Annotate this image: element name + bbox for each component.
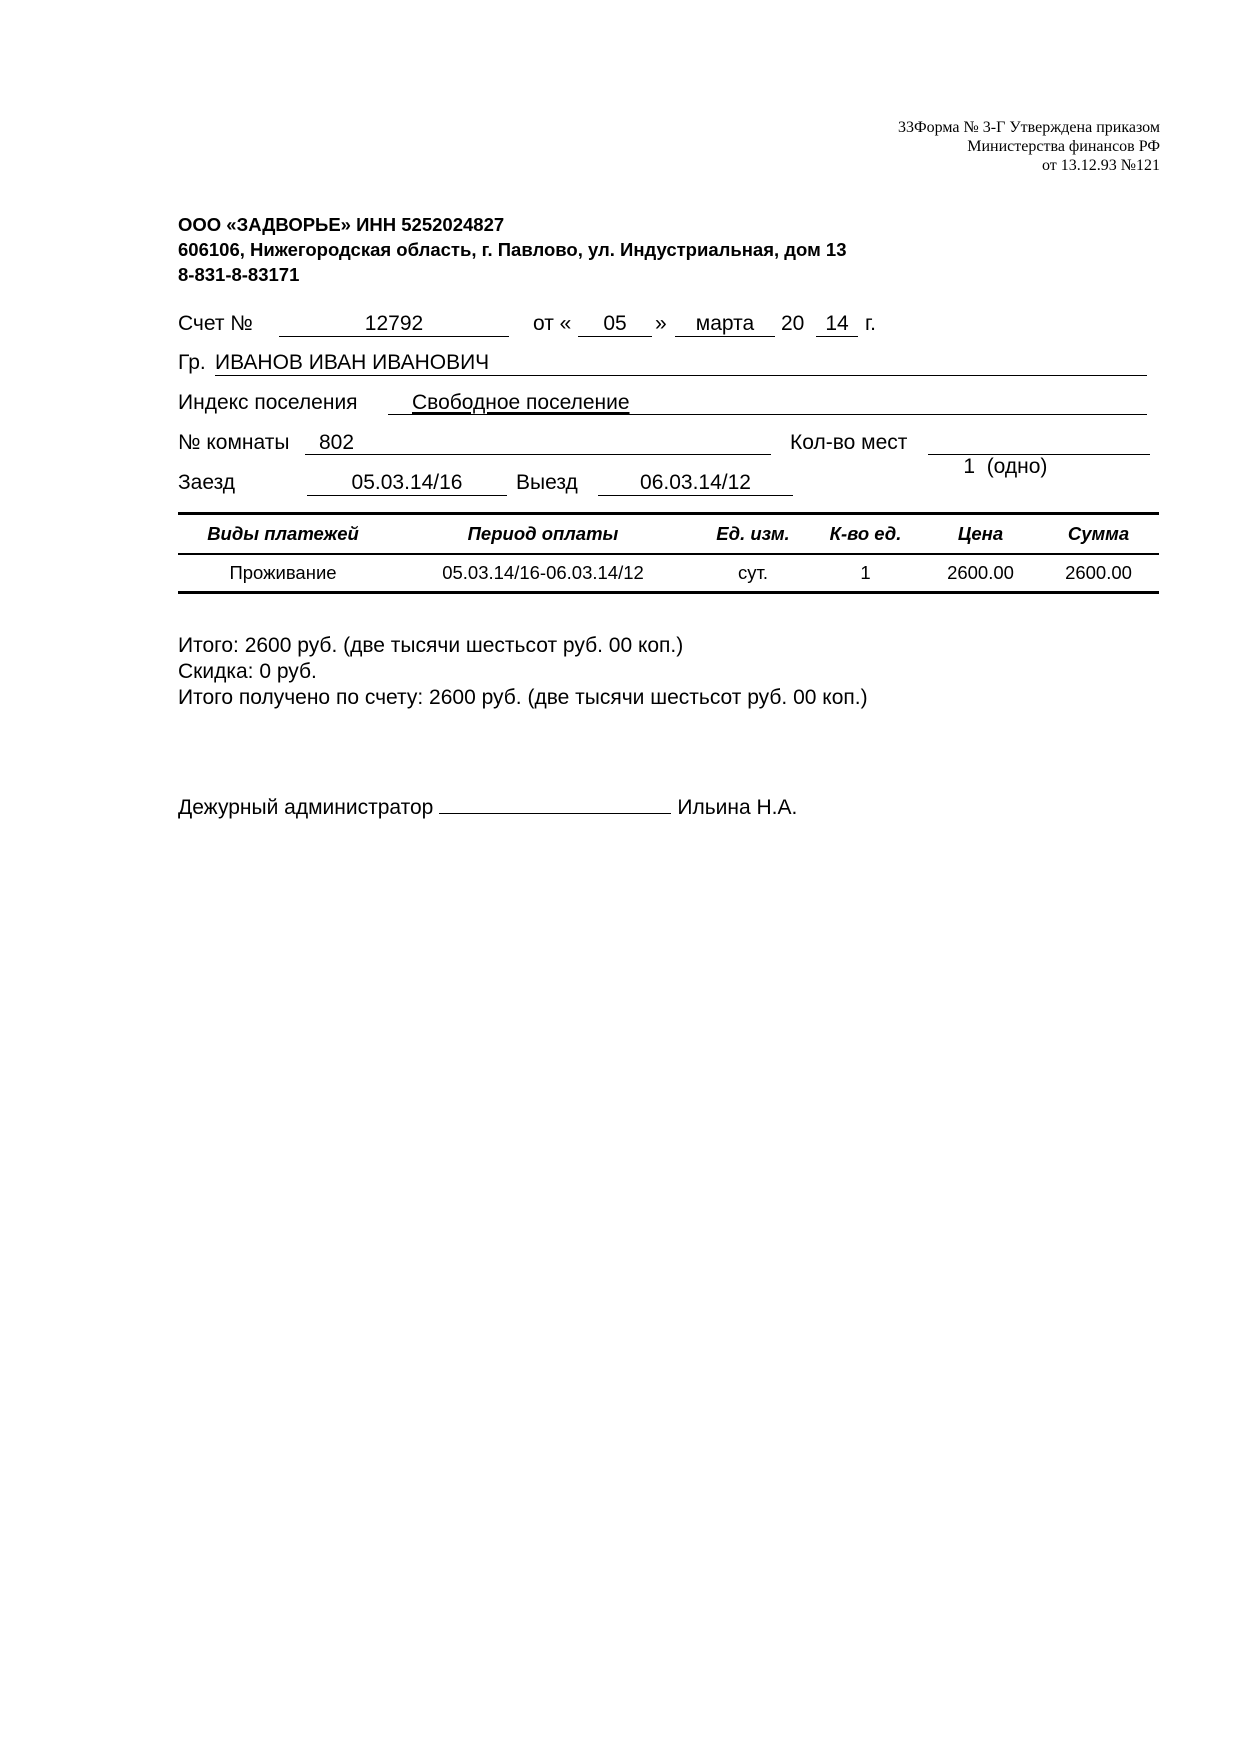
places-value: 1 (одно): [963, 455, 1048, 478]
invoice-day: 05: [603, 312, 627, 335]
table-row: [178, 554, 1159, 593]
received-line: Итого получено по счету: 2600 руб. (две тысячи шестьсот руб. 00 коп.): [178, 686, 868, 709]
table-cell: Проживание: [178, 554, 388, 593]
column-header: Период оплаты: [388, 514, 698, 555]
invoice-year-label: [865, 312, 876, 336]
checkin-value: 05.03.14/16: [351, 471, 463, 494]
checkin-label: Заезд: [178, 471, 236, 494]
invoice-label: Счет №: [178, 312, 253, 335]
signature-label: Дежурный администратор: [178, 796, 434, 819]
table-cell: 05.03.14/16-06.03.14/12: [388, 554, 698, 593]
invoice-from-label: от «: [533, 312, 572, 335]
settlement-label: Индекс поселения: [178, 391, 358, 414]
guest-label: Гр.: [178, 351, 206, 374]
column-header: Сумма: [1038, 514, 1159, 555]
settlement-field: [388, 391, 1147, 415]
invoice-close-quote: [655, 312, 667, 336]
org-name-inn: ООО «ЗАДВОРЬЕ» ИНН 5252024827: [178, 214, 505, 235]
column-header: К-во ед.: [808, 514, 923, 555]
room-value: 802: [319, 431, 355, 454]
invoice-number-field: [279, 312, 509, 337]
invoice-year-prefix: [781, 312, 804, 336]
table-cell: 1: [808, 554, 923, 593]
discount-line: Скидка: 0 руб.: [178, 660, 317, 683]
org-phone: 8-831-8-83171: [178, 264, 300, 285]
places-label: Кол-во мест: [790, 431, 908, 454]
totals-block: [178, 633, 868, 711]
table-cell: 2600.00: [923, 554, 1038, 593]
form-note-line: от 13.12.93 №121: [1041, 157, 1160, 174]
invoice-number: 12792: [364, 312, 424, 335]
form-note-line: Министерства финансов РФ: [967, 138, 1160, 155]
settlement-value: Свободное поселение: [412, 391, 630, 414]
guest-name: ИВАНОВ ИВАН ИВАНОВИЧ: [215, 351, 490, 374]
invoice-year-field: [816, 312, 858, 337]
checkout-label-row: [516, 471, 578, 495]
room-field: [305, 431, 771, 455]
column-header: Цена: [923, 514, 1038, 555]
invoice-day-field: [578, 312, 652, 337]
table-cell: 2600.00: [1038, 554, 1159, 593]
invoice-month: марта: [695, 312, 755, 335]
column-header: Ед. изм.: [698, 514, 808, 555]
org-address: 606106, Нижегородская область, г. Павлово, ул. Индустриальная, дом 13: [178, 239, 847, 260]
checkout-value: 06.03.14/12: [640, 471, 751, 494]
invoice-date-from: [533, 312, 571, 336]
room-row: [178, 431, 289, 455]
total-line: Итого: 2600 руб. (две тысячи шестьсот руб. 00 коп.): [178, 634, 684, 657]
places-label-row: [790, 431, 907, 455]
form-approval-note: [660, 118, 1160, 175]
invoice-month-field: [675, 312, 775, 337]
room-label: № комнаты: [178, 431, 290, 454]
checkout-label: Выезд: [516, 471, 578, 494]
organization-header: [178, 212, 1178, 287]
invoice-number-row: [178, 312, 253, 336]
places-field: [928, 431, 1150, 478]
guest-name-field: [215, 351, 1147, 376]
checkin-row: [178, 471, 235, 495]
column-header: Виды платежей: [178, 514, 388, 555]
invoice-year: 14: [825, 312, 849, 335]
settlement-row: [178, 391, 358, 415]
form-note-line: 33Форма № 3-Г Утверждена приказом: [897, 119, 1160, 136]
payments-table: [178, 512, 1159, 594]
close-quote: »: [655, 312, 667, 335]
checkin-field: [307, 471, 507, 496]
year-prefix: 20: [781, 312, 805, 335]
signatory-name: Ильина Н.А.: [677, 796, 798, 819]
table-cell: сут.: [698, 554, 808, 593]
signature-blank: [439, 793, 671, 814]
year-label: г.: [865, 312, 876, 335]
table-header-row: [178, 514, 1159, 555]
signature-row: [178, 793, 797, 820]
checkout-field: [598, 471, 793, 496]
guest-row: [178, 351, 206, 375]
